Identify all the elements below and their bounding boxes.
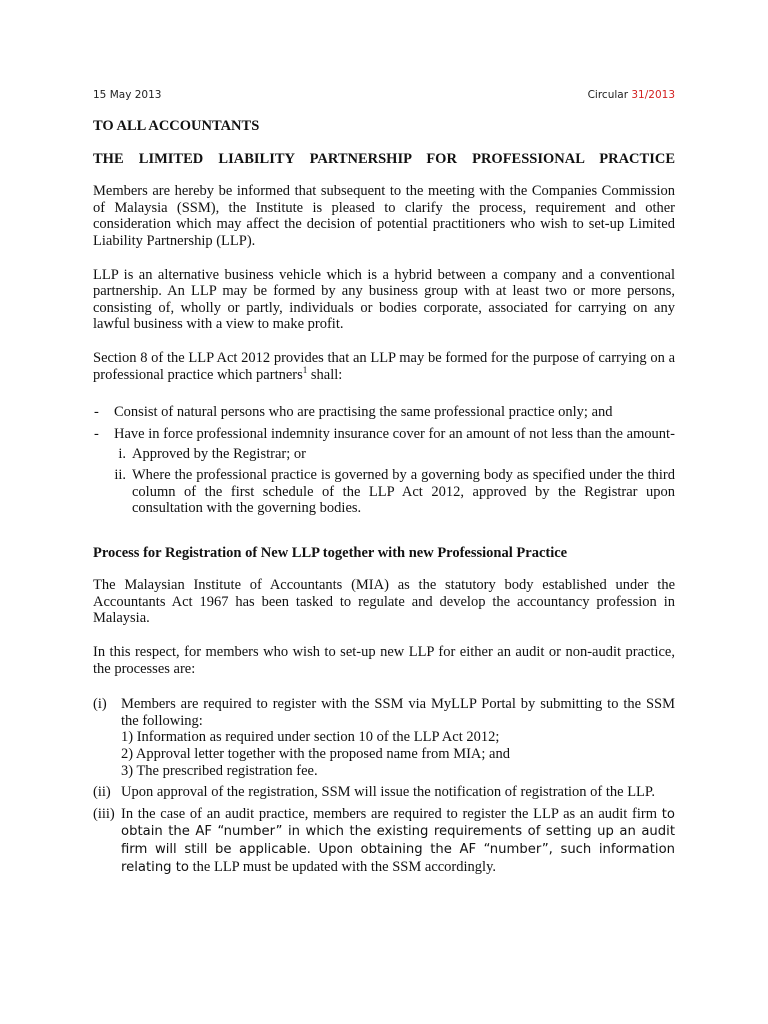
sub-condition-marker: ii. — [114, 466, 126, 483]
circular-number: 31/2013 — [631, 89, 675, 101]
paragraph-intro: Members are hereby be informed that subsequent to the meeting with the Companies Commission of Malaysia (SSM), the Institute is pleased to clarify the process, requirement and other consideration which may affect the decision of potential practitioners who wish to set-up Limited Liability Partnership (LLP). — [93, 183, 675, 249]
process-text: Upon approval of the registration, SSM will issue the notification of registration of the LLP. — [121, 784, 655, 801]
sub-condition-marker: i. — [118, 446, 126, 463]
process-item — [93, 784, 675, 801]
sub-condition-text: Where the professional practice is governed by a governing body as specified under the third column of the first schedule of the LLP Act 2012, approved by the Registrar upon consultation with the governing bodies. — [132, 466, 675, 517]
paragraph-respect: In this respect, for members who wish to set-up new LLP for either an audit or non-audit practice, the processes are: — [93, 644, 675, 677]
process-subitem: 2) Approval letter together with the proposed name from MIA; and — [121, 746, 510, 763]
circular-reference — [588, 89, 675, 101]
condition-item: - Have in force professional indemnity insurance cover for an amount of not less than the amount- — [93, 426, 675, 443]
document-title: THE LIMITED LIABILITY PARTNERSHIP FOR PROFESSIONAL PRACTICE — [93, 150, 675, 167]
process-marker: (i) — [93, 696, 107, 713]
circular-label: Circular — [587, 89, 629, 101]
footnote-marker: 1 — [302, 364, 308, 375]
sub-conditions-list — [93, 446, 675, 516]
process-item — [93, 806, 675, 876]
sub-condition-item — [93, 467, 675, 517]
process-text: Members are required to register with the SSM via MyLLP Portal by submitting to the SSM the following: — [121, 696, 675, 729]
paragraph-llp-definition: LLP is an alternative business vehicle which is a hybrid between a company and a conventional partnership. An LLP may be formed by any business group with at least two or more persons, consisting of, wholly or partly, individuals or bodies corporate, associated for carrying on any lawful business with a view to make profit. — [93, 266, 675, 333]
paragraph-mia: The Malaysian Institute of Accountants (MIA) as the statutory body established under the Accountants Act 1967 has been tasked to regulate and develop the accountancy profession in Malaysia. — [93, 577, 675, 627]
document-body — [93, 118, 675, 876]
process-subitem: 3) The prescribed registration fee. — [121, 762, 318, 779]
process-marker: (ii) — [93, 784, 111, 801]
conditions-list — [93, 404, 675, 442]
process-marker: (iii) — [93, 805, 115, 822]
sub-condition-item — [93, 446, 675, 463]
circular-date: 15 May 2013 — [93, 89, 162, 101]
paragraph-section-8 — [93, 350, 675, 383]
section-heading: Process for Registration of New LLP together with new Professional Practice — [93, 544, 568, 561]
process-subitem: 1) Information as required under section 10 of the LLP Act 2012; — [121, 729, 500, 746]
section-8-text: Section 8 of the LLP Act 2012 provides that an LLP may be formed for the purpose of carrying on a professional practice which partners — [93, 349, 675, 383]
process-list — [93, 696, 675, 876]
process-text-continued: to obtain the AF “number” in which the existing requirements of setting up an audit firm will still be applicable. Upon obtaining the AF “number”, such information relating to — [121, 806, 675, 875]
addressee: TO ALL ACCOUNTANTS — [93, 118, 260, 134]
process-text: In the case of an audit practice, members are required to register the LLP as an audit firm — [121, 805, 658, 822]
process-item — [93, 696, 675, 779]
process-text-end: the LLP must be updated with the SSM accordingly. — [192, 858, 497, 875]
sub-condition-text: Approved by the Registrar; or — [132, 446, 306, 463]
section-8-tail: shall: — [307, 366, 343, 383]
condition-item: - Consist of natural persons who are practising the same professional practice only; and — [93, 404, 675, 421]
